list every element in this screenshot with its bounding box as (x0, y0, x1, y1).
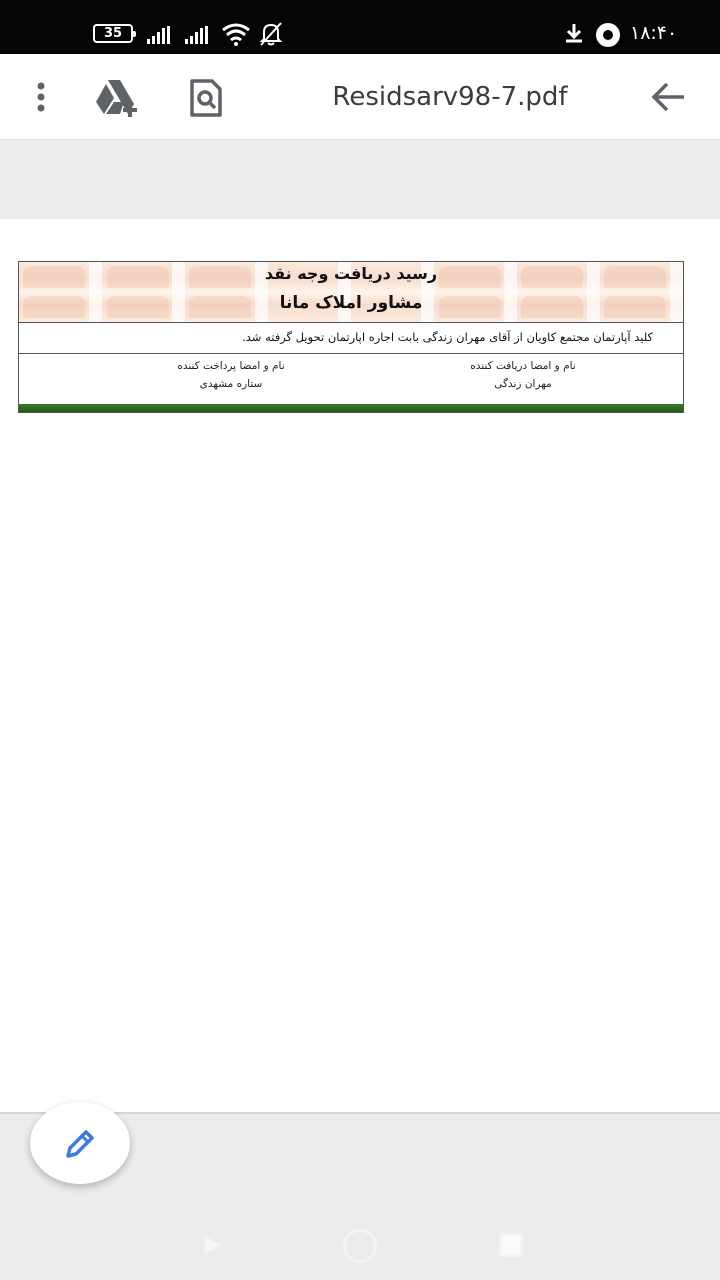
battery-icon: 35 (93, 24, 133, 43)
nav-home-icon[interactable] (343, 1229, 377, 1263)
nav-recent-icon[interactable] (499, 1233, 523, 1257)
muted-bell-icon (259, 21, 283, 47)
receipt-document (18, 261, 684, 413)
receipt-description: کلید آپارتمان مجتمع کاویان از آقای مهران زندگی بابت اجاره اپارتمان تحویل گرفته شد. (242, 330, 653, 344)
receiver-label: نام و امضا دریافت کننده (470, 360, 576, 372)
signature-row (19, 354, 683, 404)
receipt-title: رسید دریافت وجه نقد (264, 264, 438, 283)
receiver-signature (423, 360, 623, 390)
signal-icon (185, 26, 211, 44)
nav-back-icon[interactable] (200, 1232, 226, 1258)
more-vert-icon[interactable] (26, 78, 56, 114)
status-bar (0, 0, 720, 54)
pdf-viewer[interactable] (0, 219, 720, 1112)
receipt-header (19, 262, 683, 323)
back-arrow-icon[interactable] (648, 80, 688, 114)
edit-pencil-icon (62, 1126, 98, 1162)
document-title: Residsarv98-7.pdf (332, 82, 568, 112)
payer-signature (131, 360, 331, 390)
receipt-company: مشاور املاک مانا (279, 293, 423, 313)
receiver-name: مهران زندگی (494, 378, 552, 390)
download-icon (563, 22, 585, 44)
receipt-body (19, 323, 683, 354)
drive-add-icon[interactable] (94, 76, 142, 118)
app-toolbar (0, 54, 720, 140)
page-gutter (0, 140, 720, 219)
clock: ۱۸:۴۰ (630, 22, 678, 44)
signal-icon (147, 26, 173, 44)
footer-bar (19, 404, 683, 412)
wifi-icon (221, 22, 251, 46)
payer-name: ستاره مشهدی (199, 378, 263, 390)
find-in-page-icon[interactable] (186, 78, 226, 118)
edit-button[interactable] (30, 1102, 130, 1184)
circle-icon (596, 23, 620, 47)
payer-label: نام و امضا پرداخت کننده (177, 360, 285, 372)
